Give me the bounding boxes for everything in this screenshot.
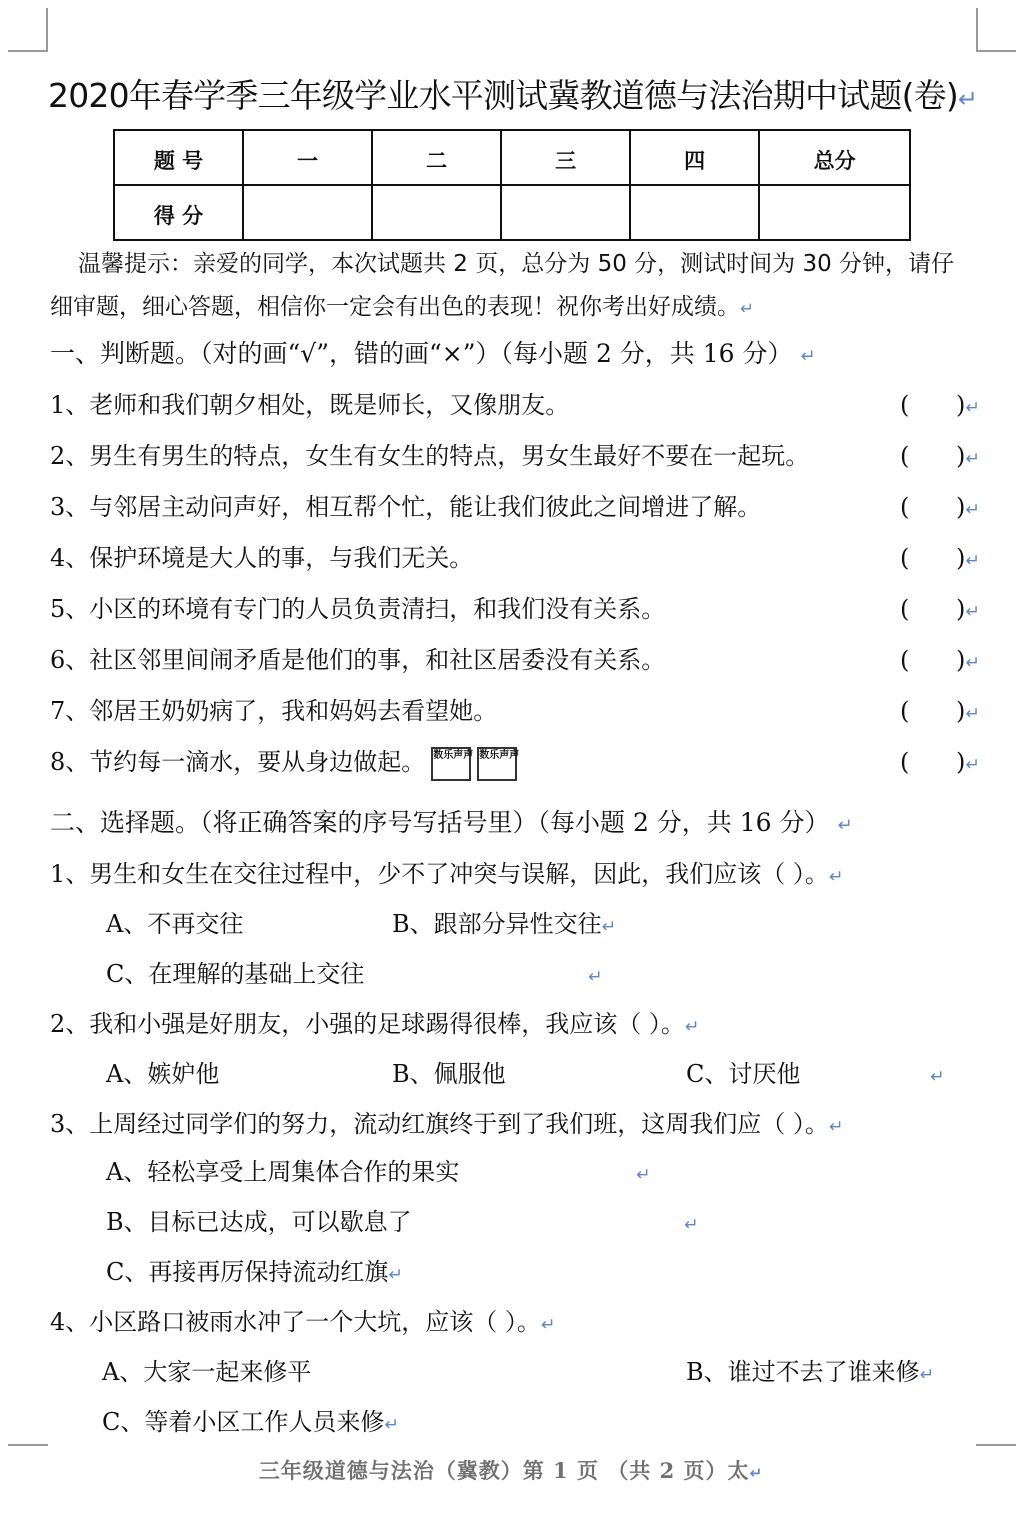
choice-q3-option-c[interactable]: C、再接再厉保持流动红旗↵ <box>106 1258 403 1286</box>
judge-item-1: 1、老师和我们朝夕相处，既是师长，又像朋友。 <box>50 391 570 419</box>
crop-mark-top-right <box>976 8 1016 52</box>
judge-item-4: 4、保护环境是大人的事，与我们无关。 <box>50 544 474 572</box>
choice-q3-option-b[interactable]: B、目标已达成，可以歇息了 <box>106 1208 412 1236</box>
crop-mark-bottom-left <box>8 1444 48 1446</box>
score-header-total: 总分 <box>759 130 910 185</box>
score-row-label: 得 分 <box>114 185 243 240</box>
choice-q2-option-b[interactable]: B、佩服他 <box>392 1060 506 1088</box>
score-header-3: 三 <box>501 130 630 185</box>
score-header-label: 题 号 <box>114 130 243 185</box>
score-cell-2[interactable] <box>372 185 501 240</box>
judge-answer-8[interactable]: ( )↵ <box>900 748 980 776</box>
score-table <box>113 129 911 241</box>
score-header-1: 一 <box>243 130 372 185</box>
score-cell-1[interactable] <box>243 185 372 240</box>
choice-q2-stem: 2、我和小强是好朋友，小强的足球踢得很棒，我应该（ ）。↵ <box>50 1010 700 1038</box>
choice-q3-stem: 3、上周经过同学们的努力，流动红旗终于到了我们班，这周我们应（ ）。↵ <box>50 1110 844 1138</box>
choice-q2-option-a[interactable]: A、嫉妒他 <box>106 1060 220 1088</box>
choice-q4-stem: 4、小区路口被雨水冲了一个大坑，应该（ ）。↵ <box>50 1308 556 1336</box>
page-footer: 三年级道德与法治（冀教）第 1 页 （共 2 页）太↵ <box>258 1458 764 1483</box>
judge-answer-1[interactable]: ( )↵ <box>900 391 980 419</box>
choice-q2-option-c[interactable]: C、讨厌他 <box>686 1060 801 1088</box>
judge-item-7: 7、邻居王奶奶病了，我和妈妈去看望她。 <box>50 697 498 725</box>
tip-line-2: 细审题，细心答题，相信你一定会有出色的表现！祝你考出好成绩。↵ <box>50 294 754 320</box>
judge-answer-4[interactable]: ( )↵ <box>900 544 980 572</box>
tip-text <box>50 243 985 330</box>
watermark-logo: 数乐声声 <box>477 747 517 781</box>
choice-q1-option-b[interactable]: B、跟部分异性交往↵ <box>392 910 617 938</box>
judge-answer-2[interactable]: ( )↵ <box>900 442 980 470</box>
section2-heading: 二、选择题。（将正确答案的序号写括号里）（每小题 2 分，共 16 分） ↵ <box>50 808 853 837</box>
judge-item-6: 6、社区邻里间闹矛盾是他们的事，和社区居委没有关系。 <box>50 646 666 674</box>
choice-q4-option-b[interactable]: B、谁过不去了谁来修↵ <box>686 1358 935 1386</box>
judge-item-8: 8、节约每一滴水，要从身边做起。 数乐声声 数乐声声 <box>50 745 517 781</box>
score-cell-4[interactable] <box>630 185 759 240</box>
section1-heading: 一、判断题。（对的画“√”，错的画“×”）（每小题 2 分，共 16 分） ↵ <box>50 339 816 368</box>
choice-q1-option-a[interactable]: A、不再交往 <box>106 910 244 938</box>
judge-answer-5[interactable]: ( )↵ <box>900 595 980 623</box>
choice-q3-option-a[interactable]: A、轻松享受上周集体合作的果实 <box>106 1158 460 1186</box>
choice-q1-stem: 1、男生和女生在交往过程中，少不了冲突与误解，因此，我们应该（ ）。↵ <box>50 860 844 888</box>
judge-item-2: 2、男生有男生的特点，女生有女生的特点，男女生最好不要在一起玩。 <box>50 442 810 470</box>
crop-mark-top-left <box>8 8 48 52</box>
crop-mark-bottom-right <box>976 1444 1016 1446</box>
judge-answer-3[interactable]: ( )↵ <box>900 493 980 521</box>
judge-item-3: 3、与邻居主动问声好，相互帮个忙，能让我们彼此之间增进了解。 <box>50 493 762 521</box>
tip-line-1: 温馨提示：亲爱的同学，本次试题共 2 页，总分为 50 分，测试时间为 30 分钟，请仔 <box>78 251 955 277</box>
judge-answer-6[interactable]: ( )↵ <box>900 646 980 674</box>
judge-item-5: 5、小区的环境有专门的人员负责清扫，和我们没有关系。 <box>50 595 666 623</box>
score-header-4: 四 <box>630 130 759 185</box>
watermark-logo: 数乐声声 <box>431 747 471 781</box>
choice-q4-option-c[interactable]: C、等着小区工作人员来修↵ <box>102 1408 399 1436</box>
choice-q4-option-a[interactable]: A、大家一起来修平 <box>102 1358 312 1386</box>
score-cell-total[interactable] <box>759 185 910 240</box>
judge-answer-7[interactable]: ( )↵ <box>900 697 980 725</box>
page-title: 2020年春学季三年级学业水平测试冀教道德与法治期中试题(卷)↵ <box>48 76 978 115</box>
choice-q1-option-c[interactable]: C、在理解的基础上交往 <box>106 960 365 988</box>
score-cell-3[interactable] <box>501 185 630 240</box>
score-header-2: 二 <box>372 130 501 185</box>
